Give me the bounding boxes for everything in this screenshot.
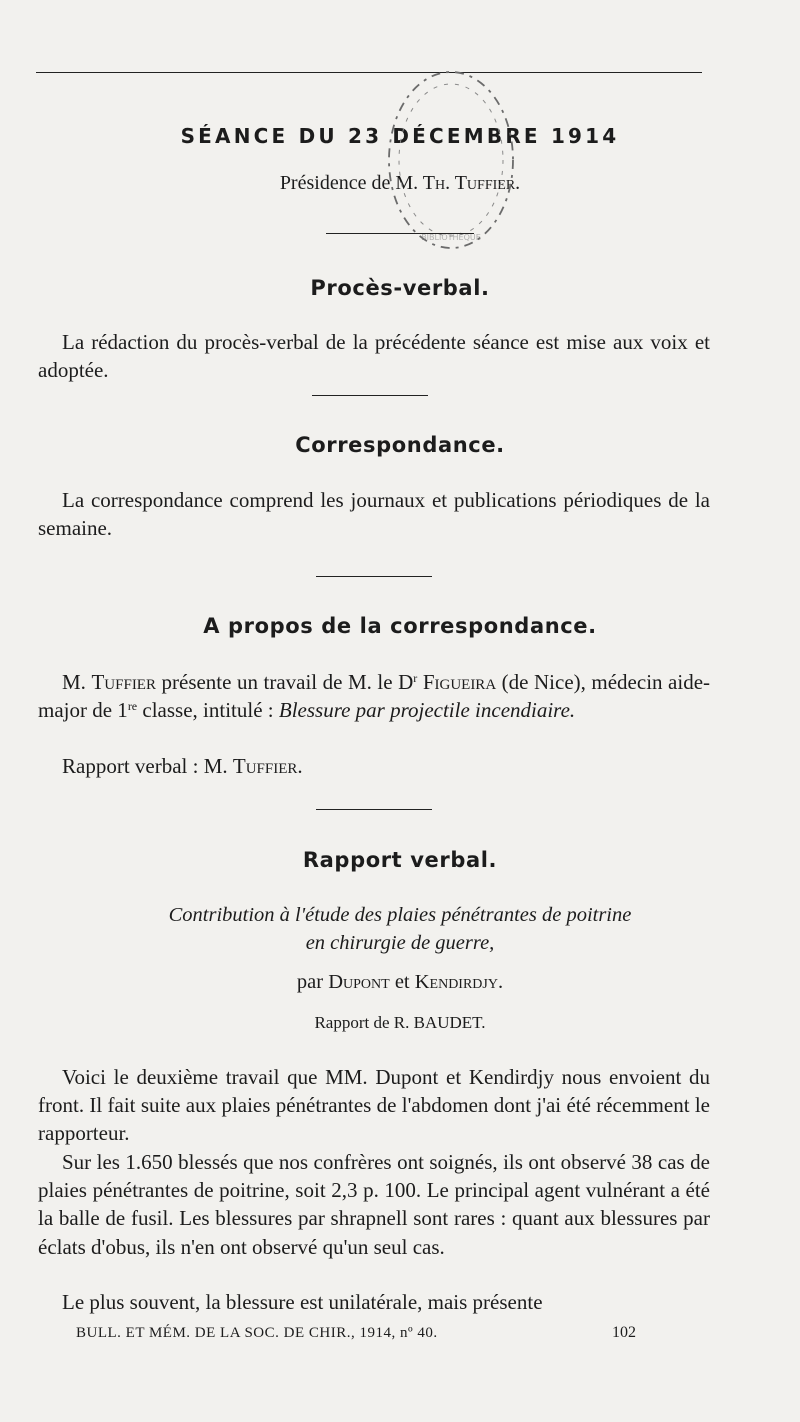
header-short-rule <box>326 233 474 234</box>
rapport-heading: Rapport verbal. <box>302 848 498 872</box>
name-figueira: Figueira <box>422 670 497 694</box>
text-classe: classe, intitulé : <box>137 698 279 723</box>
rapport-paragraph-2: Sur les 1.650 blessés que nos confrères ont soignés, ils ont observé 38 cas de plaies pénétrantes de poitrine, soit 2,3 p. 100. Le principal agent vulnérant a été la balle de fusil. Les blessures par shrapnell sont rares : quant aux blessures par éclats d'obus, ils n'en ont observé qu'un seul cas. <box>38 1150 710 1259</box>
work-title: Blessure par projectile incendiaire. <box>278 698 576 723</box>
name-tuffier: Tuffier <box>91 670 156 694</box>
rapport-authors <box>0 971 800 994</box>
authors-prefix: par <box>296 971 324 993</box>
proces-verbal-heading: Procès-verbal. <box>310 276 490 300</box>
rapport-reporter: Rapport de R. BAUDET. <box>314 1013 486 1032</box>
divider-2 <box>316 576 432 577</box>
stamp-text: BIBLIOTHÈQUE <box>421 233 481 242</box>
divider-3 <box>316 809 432 810</box>
a-propos-paragraph <box>38 668 710 724</box>
rapport-title-2: en chirurgie de guerre, <box>305 932 495 954</box>
a-propos-heading: A propos de la correspondance. <box>203 614 597 638</box>
library-stamp <box>376 60 526 260</box>
author-dupont: Dupont <box>328 971 390 993</box>
divider-1 <box>312 395 428 396</box>
rapport-verbal-line <box>38 752 710 780</box>
president-name: M. Th. Tuffier. <box>395 172 521 194</box>
correspondance-heading: Correspondance. <box>295 433 505 457</box>
dr-superscript: r <box>413 671 418 685</box>
rapport-paragraph-1: Voici le deuxième travail que MM. Dupont et Kendirdjy nous envoient du front. Il fait suite aux plaies pénétrantes de l'abdomen dont j'ai été récemment le rapporteur. <box>38 1065 710 1146</box>
presidence-prefix: Présidence de <box>279 172 391 194</box>
rapport-title-line1 <box>0 904 800 927</box>
rapport-prefix: Rapport verbal : M. <box>62 754 228 778</box>
page-number: 102 <box>612 1324 636 1341</box>
proces-verbal-text: La rédaction du procès-verbal de la précédente séance est mise aux voix et adoptée. <box>38 330 710 383</box>
rapport-title-1: Contribution à l'étude des plaies pénétrantes de poitrine <box>168 904 632 926</box>
text-m: M. <box>62 670 86 694</box>
rapport-paragraph-3: Le plus souvent, la blessure est unilatérale, mais présente <box>62 1290 543 1314</box>
top-rule <box>36 72 702 73</box>
rapport-title-line2 <box>0 932 800 955</box>
authors-and: et <box>394 971 410 993</box>
rapport-name: Tuffier. <box>232 754 303 778</box>
footer-reference: BULL. ET MÉM. DE LA SOC. DE CHIR., 1914, nº 40. <box>76 1325 438 1341</box>
re-superscript: re <box>127 699 138 714</box>
text-mid: présente un travail de M. le D <box>155 670 414 694</box>
author-kendirdjy: Kendirdjy. <box>414 971 504 993</box>
correspondance-text: La correspondance comprend les journaux et publications périodiques de la semaine. <box>38 488 710 541</box>
text-nice: (de Nice), médecin aide-major de 1 <box>38 670 711 723</box>
session-title: SÉANCE DU 23 DÉCEMBRE 1914 <box>180 124 620 148</box>
